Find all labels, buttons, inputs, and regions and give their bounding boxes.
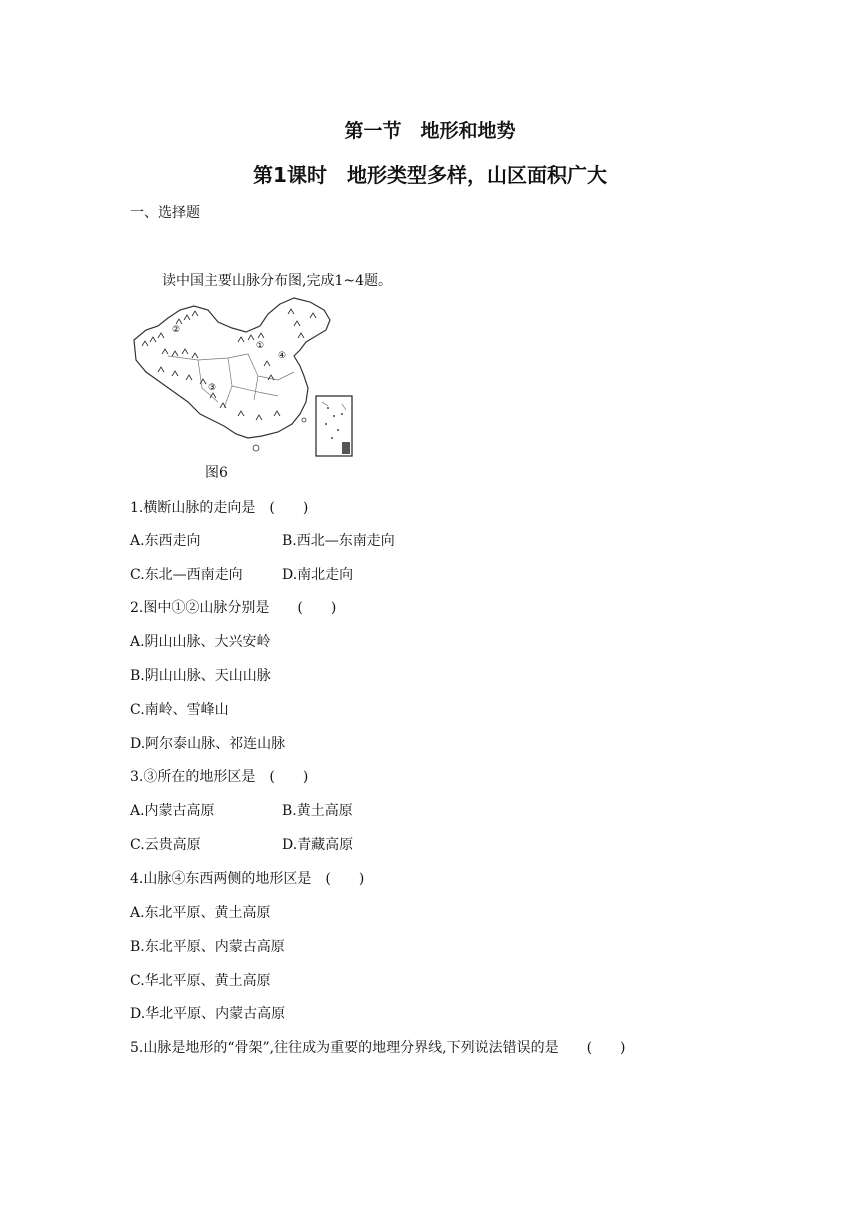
q4-option-d: D.华北平原、内蒙古高原 (130, 1006, 286, 1022)
q1-option-c: C.东北—西南走向 (130, 567, 243, 583)
q1-option-b: B.西北—东南走向 (282, 533, 395, 549)
map-label-3: ③ (208, 383, 217, 393)
question-3-stem: 3.③所在的地形区是 ( ) (130, 769, 309, 785)
q3-option-c: C.云贵高原 (130, 837, 201, 853)
q2-option-d: D.阿尔泰山脉、祁连山脉 (130, 736, 286, 752)
q1-option-a: A.东西走向 (130, 533, 201, 549)
q3-option-a: A.内蒙古高原 (130, 803, 215, 819)
question-4-stem: 4.山脉④东西两侧的地形区是 ( ) (130, 871, 365, 887)
q4-option-b: B.东北平原、内蒙古高原 (130, 939, 285, 955)
figure-caption: 图6 (205, 465, 228, 481)
q1-option-d: D.南北走向 (282, 567, 354, 583)
question-5-stem: 5.山脉是地形的“骨架”,往往成为重要的地理分界线,下列说法错误的是 ( ) (130, 1040, 626, 1056)
q2-option-b: B.阴山山脉、天山山脉 (130, 668, 271, 684)
question-1-stem: 1.横断山脉的走向是 ( ) (130, 500, 309, 516)
question-intro: 读中国主要山脉分布图,完成1~4题。 (162, 273, 392, 289)
map-label-1: ① (256, 341, 265, 351)
question-2-stem: 2.图中①②山脉分别是 ( ) (130, 600, 337, 616)
lesson-title: 第1课时 地形类型多样，山区面积广大 (253, 163, 607, 187)
china-mountains-map (128, 296, 360, 460)
q3-option-d: D.青藏高原 (282, 837, 354, 853)
q2-option-c: C.南岭、雪峰山 (130, 702, 229, 718)
section-heading: 一、选择题 (130, 205, 200, 221)
map-label-4: ④ (278, 351, 287, 361)
q4-option-c: C.华北平原、黄土高原 (130, 973, 271, 989)
q3-option-b: B.黄土高原 (282, 803, 353, 819)
section-title: 第一节 地形和地势 (344, 120, 516, 142)
map-label-2: ② (172, 325, 181, 335)
q4-option-a: A.东北平原、黄土高原 (130, 905, 271, 921)
q2-option-a: A.阴山山脉、大兴安岭 (130, 634, 271, 650)
